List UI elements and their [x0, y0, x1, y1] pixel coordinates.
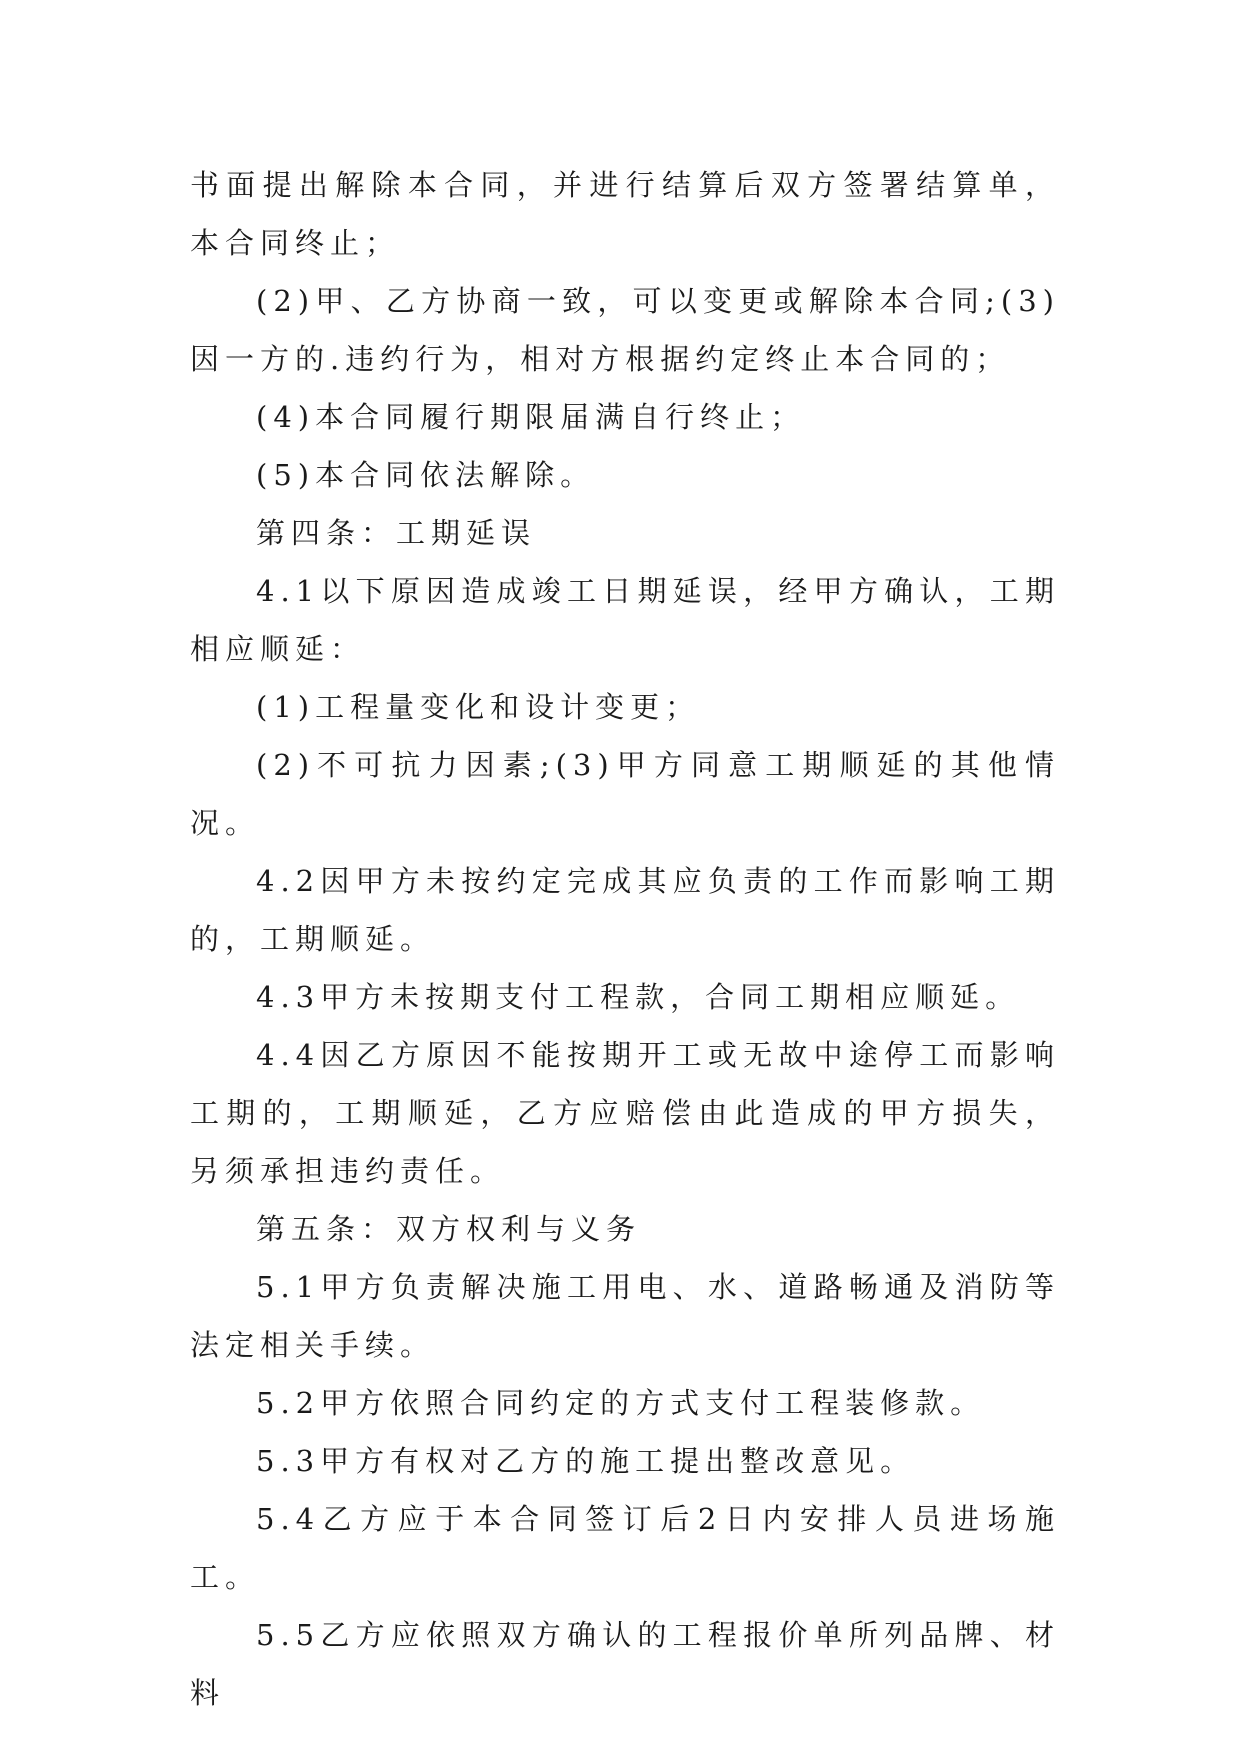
clause-4-1-item-1: (1)工程量变化和设计变更； [256, 690, 701, 724]
clause-5-5: 5.5乙方应依照双方确认的工程报价单所列品牌、材料 [190, 1618, 1060, 1710]
clause-5-4: 5.4乙方应于本合同签订后2日内安排人员进场施工。 [190, 1502, 1060, 1594]
section-heading-article-5: 第五条：双方权利与义务 [256, 1212, 642, 1246]
clause-4-3: 4.3甲方未按期支付工程款，合同工期相应顺延。 [256, 980, 1021, 1014]
clause-5-1: 5.1甲方负责解决施工用电、水、道路畅通及消防等法定相关手续。 [190, 1270, 1060, 1362]
clause-4-1-item-2-3: (2)不可抗力因素;(3)甲方同意工期顺延的其他情况。 [190, 748, 1060, 840]
document-body [190, 156, 1060, 1722]
clause-4-2: 4.2因甲方未按约定完成其应负责的工作而影响工期的，工期顺延。 [190, 864, 1060, 956]
section-heading-article-4: 第四条：工期延误 [256, 516, 537, 550]
paragraph-termination-settlement: 书面提出解除本合同，并进行结算后双方签署结算单，本合同终止； [190, 168, 1060, 260]
clause-5-2: 5.2甲方依照合同约定的方式支付工程装修款。 [256, 1386, 986, 1420]
paragraph-term-expiry: (4)本合同履行期限届满自行终止； [256, 400, 806, 434]
clause-5-3: 5.3甲方有权对乙方的施工提出整改意见。 [256, 1444, 916, 1478]
paragraph-legal-termination: (5)本合同依法解除。 [256, 458, 596, 492]
clause-4-1: 4.1以下原因造成竣工日期延误，经甲方确认，工期相应顺延： [190, 574, 1060, 666]
paragraph-mutual-agreement: (2)甲、乙方协商一致，可以变更或解除本合同;(3)因一方的.违约行为，相对方根据约定终止本合同的； [190, 284, 1060, 376]
clause-4-4: 4.4因乙方原因不能按期开工或无故中途停工而影响工期的，工期顺延，乙方应赔偿由此造成的甲方损失，另须承担违约责任。 [190, 1038, 1060, 1188]
